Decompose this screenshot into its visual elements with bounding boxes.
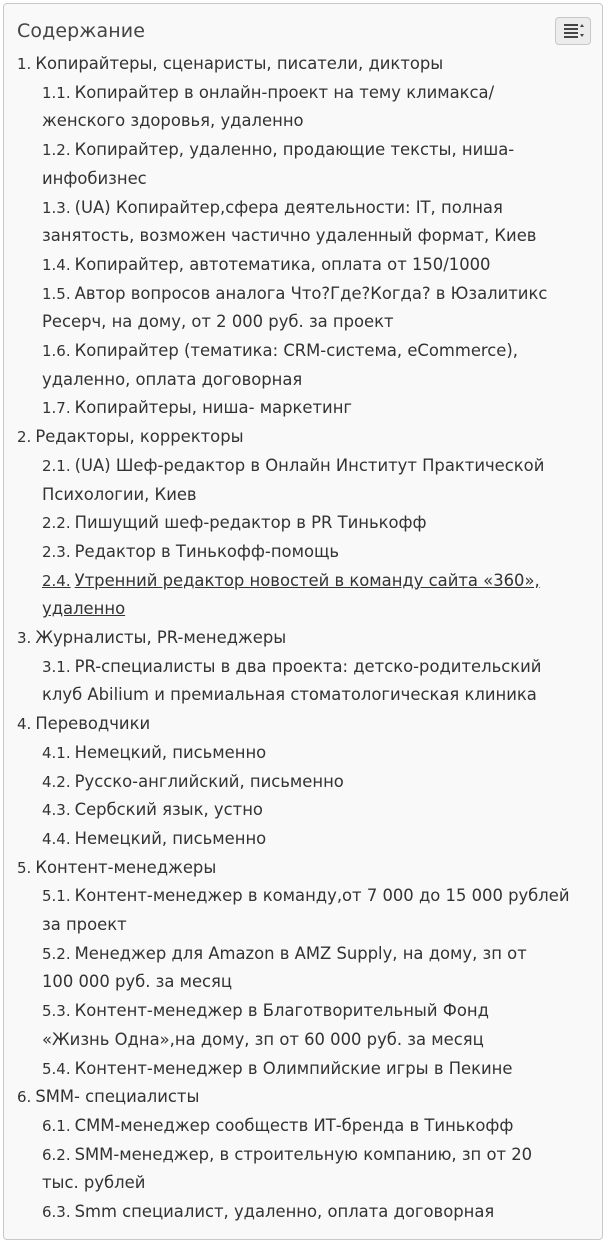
toc-item-link[interactable] <box>42 456 544 476</box>
toc-item-link[interactable] <box>42 226 536 246</box>
toc-item-number: 2.2. <box>42 514 71 533</box>
toc-item-link[interactable] <box>42 542 339 562</box>
toc-section-label: Переводчики <box>35 714 151 734</box>
toc-item-label: тыс. рублей <box>42 1173 146 1193</box>
toc-item-link[interactable] <box>42 800 263 820</box>
toc-item-label: (UA) Шеф-редактор в Онлайн Институт Практической <box>74 455 545 475</box>
toc-item-number: 2.3. <box>42 542 71 561</box>
toc-section-label: SMM- специалисты <box>35 1087 200 1107</box>
toc-item-link[interactable] <box>42 1173 145 1193</box>
toc-item-link[interactable] <box>42 829 266 849</box>
toc-item-link[interactable] <box>42 972 232 992</box>
toc-section-label: Контент-менеджеры <box>35 857 217 877</box>
toc-section-number: 6. <box>17 1088 32 1107</box>
toc-section-link[interactable] <box>17 1087 199 1107</box>
toc-item-label: инфобизнес <box>42 168 147 188</box>
toc-item-link[interactable] <box>42 743 266 763</box>
toc-item-number: 6.2. <box>42 1145 71 1164</box>
toc-item-link[interactable] <box>42 111 304 131</box>
list-toggle-icon <box>564 24 584 38</box>
toc-item-link[interactable] <box>42 599 125 619</box>
toc-item-link[interactable] <box>42 198 503 218</box>
toc-section-number: 5. <box>17 858 32 877</box>
toc-item-link[interactable] <box>42 513 427 533</box>
toc-item-number: 3.1. <box>42 657 71 676</box>
toc-item-link[interactable] <box>42 944 527 964</box>
toc-section-link[interactable] <box>17 628 286 648</box>
toc-item-link[interactable] <box>42 255 490 275</box>
toc-item-label: клуб Abilium и премиальная стоматологическая клиника <box>42 685 537 705</box>
toc-item-label: Утренний редактор новостей в команду сайта «360», <box>74 570 540 590</box>
toc-section-number: 4. <box>17 715 32 734</box>
toc-item-link[interactable] <box>42 571 540 591</box>
toc-item-label: женского здоровья, удаленно <box>42 111 304 131</box>
toc-section-link[interactable] <box>17 54 443 74</box>
toc-item-label: SMM-менеджер, в строительную компанию, зп от 20 <box>74 1144 533 1164</box>
toc-item-label: Менеджер для Amazon в AMZ Supply, на дому, зп от <box>74 943 527 963</box>
toc-item-label: Немецкий, письменно <box>74 742 267 762</box>
toc-item-label: удаленно <box>42 599 126 619</box>
toc-item-link[interactable] <box>42 169 147 189</box>
toc-item-link[interactable] <box>42 284 547 304</box>
toc-item-link[interactable] <box>42 886 570 906</box>
toc-item-link[interactable] <box>42 312 394 332</box>
toc-item-number: 1.7. <box>42 399 71 418</box>
toc-item-link[interactable] <box>42 485 197 505</box>
toc-item-number: 1.2. <box>42 141 71 160</box>
toc-item-label: занятость, возможен частично удаленный формат, Киев <box>42 226 537 246</box>
toc-item-number: 4.3. <box>42 801 71 820</box>
toc-item-link[interactable] <box>42 1116 513 1136</box>
toc-toggle-button[interactable] <box>555 17 591 45</box>
toc-section-number: 3. <box>17 629 32 647</box>
toc-item-label: за проект <box>42 915 127 934</box>
toc-item-label: 100 000 руб. за месяц <box>42 972 233 992</box>
toc-item-label: Автор вопросов аналога Что?Где?Когда? в Юзалитикс <box>74 283 548 303</box>
toc-item-number: 1.4. <box>42 255 71 274</box>
toc-item-label: Контент-менеджер в Благотворительный Фонд <box>74 1001 489 1021</box>
toc-item-label: Контент-менеджер в команду,от 7 000 до 15 000 рублей <box>74 886 570 906</box>
toc-item-label: Психологии, Киев <box>42 484 197 504</box>
toc-item-link[interactable] <box>42 657 541 677</box>
toc-item-label: СММ-менеджер сообществ ИТ-бренда в Тинькофф <box>74 1115 514 1135</box>
toc-item-link[interactable] <box>42 370 302 390</box>
toc-item-label: Сербский язык, устно <box>74 800 263 820</box>
toc-item-label: Ресерч, на дому, от 2 000 руб. за проект <box>42 312 394 332</box>
toc-section-link[interactable] <box>17 858 216 878</box>
toc-item-link[interactable] <box>42 915 127 935</box>
toc-item-label: Пишущий шеф-редактор в PR Тинькофф <box>74 513 427 533</box>
toc-item-link[interactable] <box>42 1030 484 1050</box>
toc-item-number: 2.1. <box>42 456 71 475</box>
toc-section-number: 2. <box>17 428 32 447</box>
toc-section-label: Журналисты, PR-менеджеры <box>35 628 287 647</box>
toc-item-label: Копирайтер, автотематика, оплата от 150/1000 <box>74 254 491 274</box>
toc-item-link[interactable] <box>42 1059 512 1079</box>
toc-item-label: Контент-менеджер в Олимпийские игры в Пекине <box>74 1058 513 1078</box>
toc-item-label: (UA) Копирайтер,сфера деятельности: IT, полная <box>74 197 503 217</box>
toc-section-label: Копирайтеры, сценаристы, писатели, дикторы <box>35 54 444 73</box>
toc-item-link[interactable] <box>42 772 344 792</box>
toc-item-label: Копирайтеры, ниша- маркетинг <box>74 398 353 418</box>
toc-item-number: 5.4. <box>42 1059 71 1078</box>
toc-item-link[interactable] <box>42 685 537 705</box>
toc-item-number: 1.3. <box>42 198 71 217</box>
toc-item-label: Копирайтер (тематика: CRM-система, eCommerce), <box>74 341 518 360</box>
toc-item-label: Копирайтер в онлайн-проект на тему климакса/ <box>74 82 495 102</box>
toc-item-number: 5.2. <box>42 944 71 963</box>
toc-item-number: 1.6. <box>42 342 71 360</box>
toc-item-link[interactable] <box>42 1202 494 1222</box>
toc-item-number: 4.2. <box>42 772 71 791</box>
toc-item-label: Копирайтер, удаленно, продающие тексты, ниша- <box>74 140 515 160</box>
toc-item-link[interactable] <box>42 83 494 103</box>
toc-item-number: 4.1. <box>42 743 71 762</box>
toc-item-label: «Жизнь Одна»,на дому, зп от 60 000 руб. за месяц <box>42 1029 484 1049</box>
toc-item-label: Редактор в Тинькофф-помощь <box>74 541 340 561</box>
toc-item-number: 1.1. <box>42 83 71 102</box>
toc-item-link[interactable] <box>42 140 514 160</box>
toc-section-label: Редакторы, корректоры <box>35 427 244 447</box>
toc-title: Содержание <box>17 20 145 42</box>
toc-item-label: Smm специалист, удаленно, оплата договорная <box>74 1202 495 1221</box>
table-of-contents <box>3 3 603 1240</box>
toc-item-number: 6.3. <box>42 1203 71 1221</box>
toc-section-link[interactable] <box>17 427 244 447</box>
toc-item-number: 5.3. <box>42 1002 71 1021</box>
toc-item-number: 1.5. <box>42 284 71 303</box>
toc-section-link[interactable] <box>17 714 150 734</box>
toc-item-label: Немецкий, письменно <box>74 828 267 848</box>
toc-section-number: 1. <box>17 55 32 73</box>
toc-item-number: 5.1. <box>42 887 71 906</box>
toc-item-label: удаленно, оплата договорная <box>42 369 303 389</box>
toc-item-label: PR-специалисты в два проекта: детско-родительский <box>74 656 542 676</box>
toc-item-link[interactable] <box>42 341 518 361</box>
toc-item-link[interactable] <box>42 1145 532 1165</box>
toc-item-label: Русско-английский, письменно <box>74 771 344 791</box>
toc-item-number: 2.4. <box>42 571 71 590</box>
toc-item-link[interactable] <box>42 398 352 418</box>
toc-item-number: 4.4. <box>42 829 71 848</box>
toc-item-link[interactable] <box>42 1001 489 1021</box>
toc-item-number: 6.1. <box>42 1116 71 1135</box>
